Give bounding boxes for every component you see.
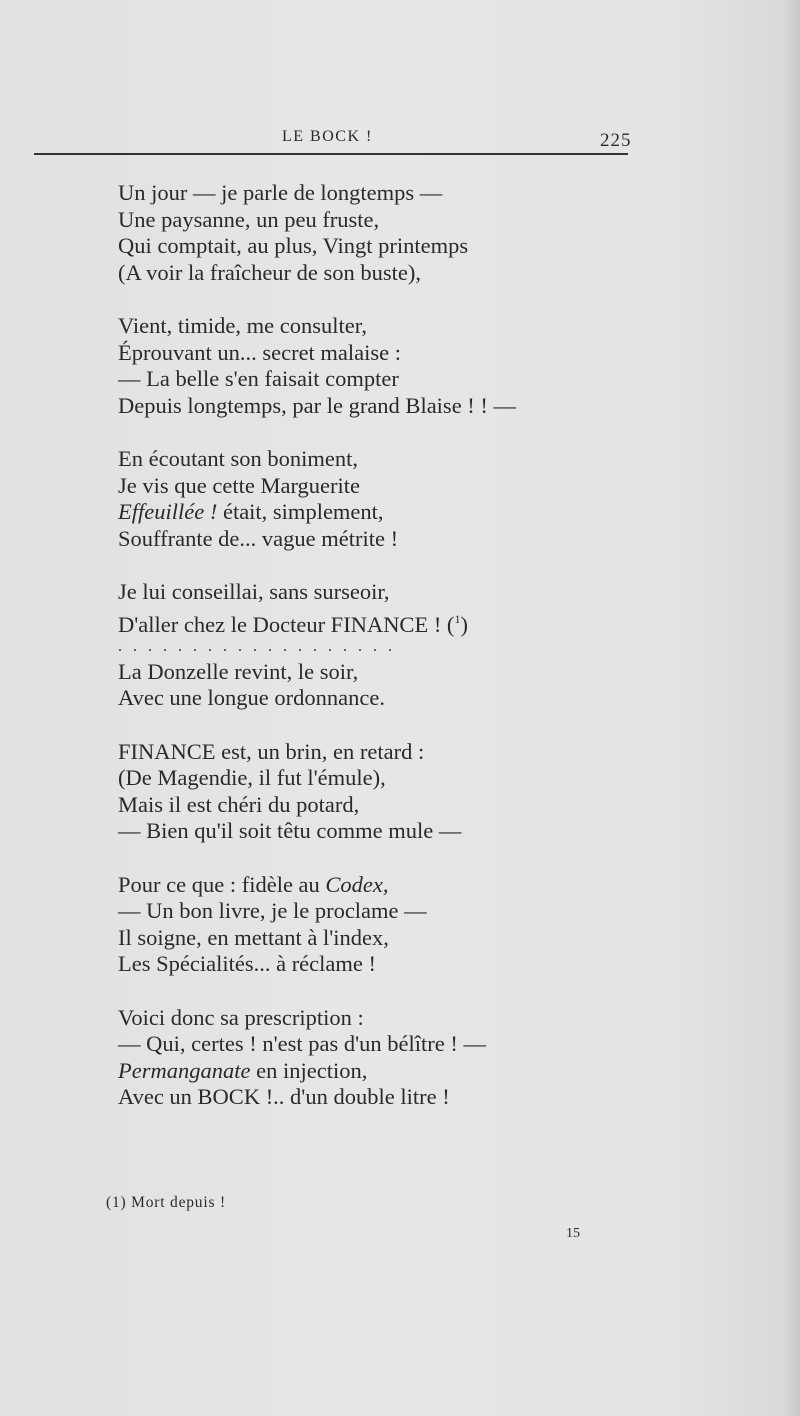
poem-line: Avec un BOCK !.. d'un double litre ! [118,1084,450,1109]
poem-line: — Bien qu'il soit têtu comme mule — [118,818,462,843]
poem-line: Avec une longue ordonnance. [118,685,385,710]
poem-line: — Un bon livre, je le proclame — [118,898,427,923]
page-number: 225 [600,130,632,151]
poem-line [118,499,678,526]
poem-line: Mais il est chéri du potard, [118,791,360,817]
italic-text: Effeuillée ! [118,499,218,524]
poem-line: Un jour — je parle de longtemps — [118,180,443,205]
poem-line: Voici donc sa prescription : [118,1004,364,1030]
poem-line: Je lui conseillai, sans surseoir, [118,579,390,604]
poem-line: Une paysanne, un peu fruste, [118,206,380,232]
poem-line: — Qui, certes ! n'est pas d'un bélître ! — [118,1031,487,1056]
stanza [118,1005,678,1111]
line-text: en injection, [250,1057,368,1083]
line-text: Pour ce que : fidèle au [118,871,326,897]
poem-line: FINANCE est, un brin, en retard : [118,738,425,764]
poem-line: (A voir la fraîcheur de son buste), [118,259,422,285]
poem-line: — La belle s'en faisait compter [118,366,399,391]
line-text: D'aller chez le Docteur FINANCE ! ( [118,611,455,637]
running-title: LE BOCK ! [282,128,373,145]
poem-line: Qui comptait, au plus, Vingt printemps [118,233,469,258]
poem-line: En écoutant son boniment, [118,446,358,471]
stanza [118,180,678,286]
footnote: (1) Mort depuis ! [106,1194,226,1211]
line-text: était, simplement, [217,499,384,524]
footnote-ref: 1 [454,611,461,626]
ellipsis-row: ................... [118,638,403,655]
header-rule [34,153,628,155]
poem-line: Éprouvant un... secret malaise : [118,339,402,365]
poem-line: Vient, timide, me consulter, [118,313,367,338]
line-text: ) [460,611,468,637]
poem [118,180,678,1138]
poem-line [118,872,678,899]
stanza [118,872,678,978]
page-edge-shadow [784,0,800,1416]
signature-mark: 15 [566,1226,580,1241]
poem-line: (De Magendie, il fut l'émule), [118,765,386,790]
poem-line: Les Spécialités... à réclame ! [118,951,377,976]
stanza [118,739,678,845]
stanza [118,579,678,712]
stanza [118,313,678,419]
poem-line: Je vis que cette Marguerite [118,472,360,498]
poem-line: Souffrante de... vague métrite ! [118,525,399,551]
poem-line [118,1058,678,1085]
poem-line [118,606,678,637]
italic-text: Permanganate [118,1057,251,1083]
stanza [118,446,678,552]
poem-line: La Donzelle revint, le soir, [118,658,359,684]
poem-line: Il soigne, en mettant à l'index, [118,924,389,950]
italic-text: Codex, [325,871,389,897]
poem-line: Depuis longtemps, par le grand Blaise ! ! — [118,392,517,418]
